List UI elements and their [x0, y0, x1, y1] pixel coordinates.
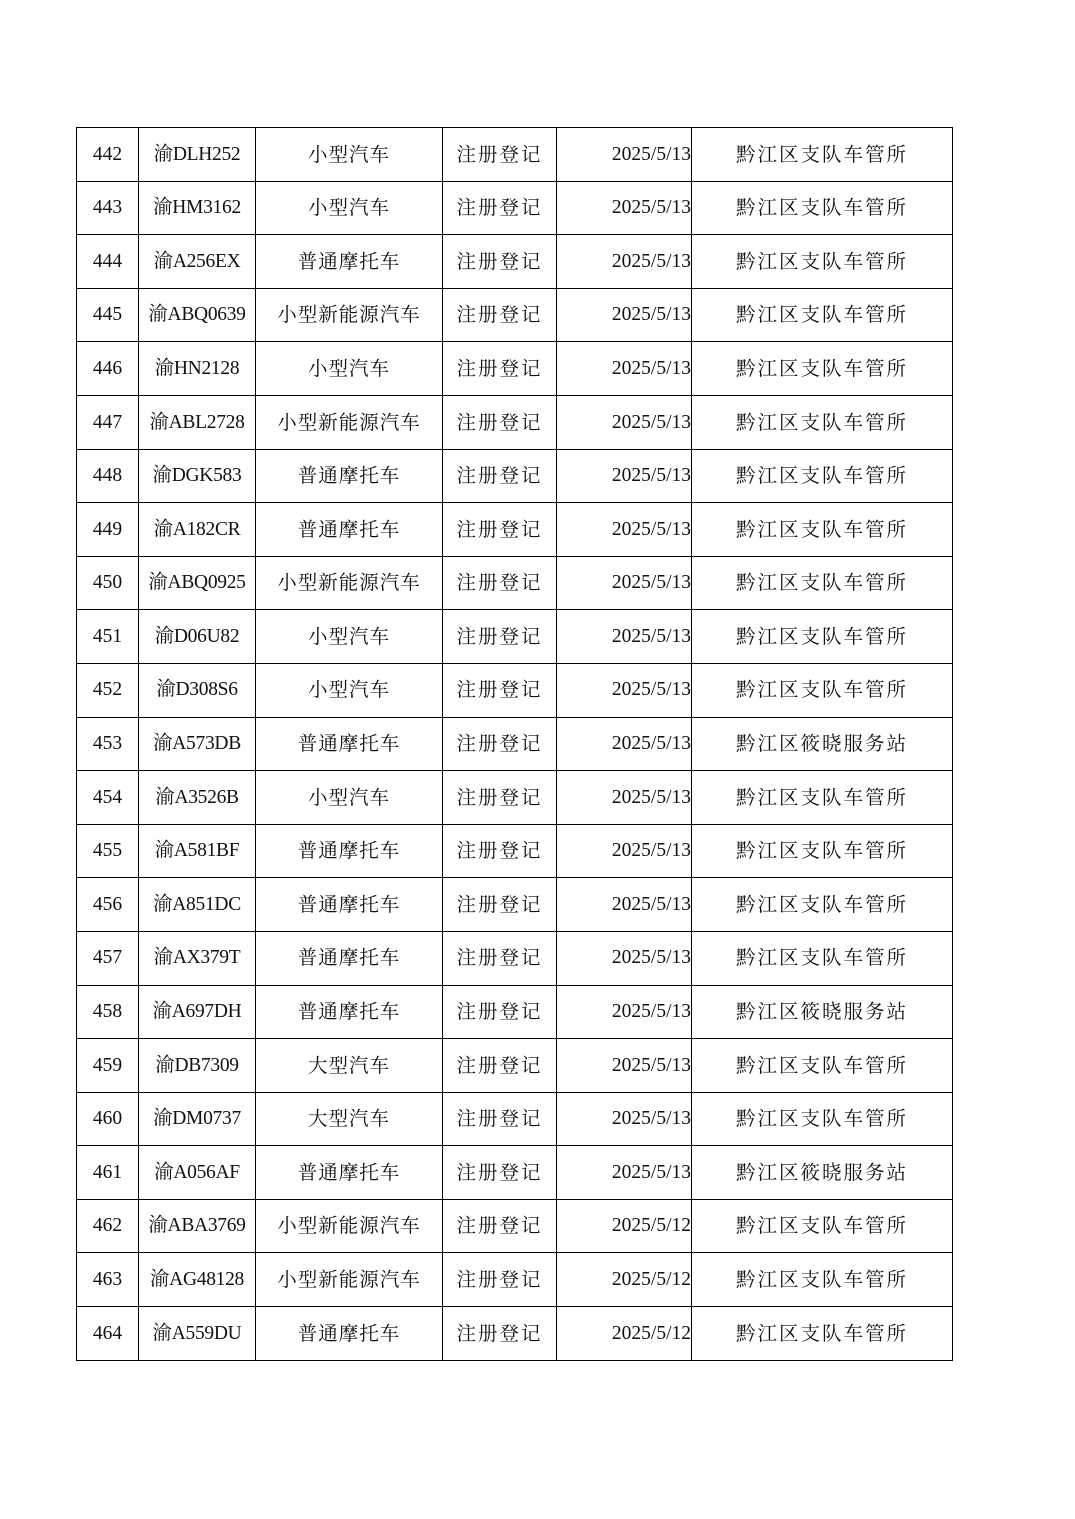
business-type-cell: 注册登记: [443, 181, 557, 235]
table-row: [77, 824, 953, 878]
table-row: [77, 985, 953, 1039]
table-row: [77, 717, 953, 771]
vehicle-type-cell: 普通摩托车: [256, 824, 443, 878]
plate-number-cell: 渝A056AF: [139, 1146, 256, 1200]
record-number-cell: 459: [77, 1039, 139, 1093]
table-row: [77, 1199, 953, 1253]
vehicle-type-cell: 普通摩托车: [256, 449, 443, 503]
record-number-cell: 461: [77, 1146, 139, 1200]
record-number-cell: 452: [77, 663, 139, 717]
handling-office-cell: 黔江区支队车管所: [692, 342, 953, 396]
table-row: [77, 1253, 953, 1307]
registration-date-cell: 2025/5/13: [557, 128, 692, 182]
business-type-cell: 注册登记: [443, 717, 557, 771]
registration-date-cell: 2025/5/13: [557, 235, 692, 289]
plate-number-cell: 渝A581BF: [139, 824, 256, 878]
business-type-cell: 注册登记: [443, 449, 557, 503]
registration-date-cell: 2025/5/12: [557, 1307, 692, 1361]
business-type-cell: 注册登记: [443, 985, 557, 1039]
registration-date-cell: 2025/5/13: [557, 663, 692, 717]
business-type-cell: 注册登记: [443, 1039, 557, 1093]
plate-number-cell: 渝ABQ0925: [139, 556, 256, 610]
plate-number-cell: 渝ABQ0639: [139, 288, 256, 342]
vehicle-type-cell: 小型汽车: [256, 181, 443, 235]
record-number-cell: 442: [77, 128, 139, 182]
registration-date-cell: 2025/5/13: [557, 342, 692, 396]
table-row: [77, 503, 953, 557]
plate-number-cell: 渝A256EX: [139, 235, 256, 289]
record-number-cell: 445: [77, 288, 139, 342]
business-type-cell: 注册登记: [443, 878, 557, 932]
record-number-cell: 464: [77, 1307, 139, 1361]
vehicle-type-cell: 大型汽车: [256, 1039, 443, 1093]
registration-date-cell: 2025/5/13: [557, 610, 692, 664]
handling-office-cell: 黔江区支队车管所: [692, 181, 953, 235]
plate-number-cell: 渝ABL2728: [139, 395, 256, 449]
handling-office-cell: 黔江区支队车管所: [692, 931, 953, 985]
table-row: [77, 1307, 953, 1361]
registration-date-cell: 2025/5/12: [557, 1199, 692, 1253]
table-row: [77, 556, 953, 610]
table-row: [77, 449, 953, 503]
registration-date-cell: 2025/5/13: [557, 1146, 692, 1200]
business-type-cell: 注册登记: [443, 1092, 557, 1146]
vehicle-type-cell: 小型汽车: [256, 342, 443, 396]
table-row: [77, 771, 953, 825]
plate-number-cell: 渝A697DH: [139, 985, 256, 1039]
plate-number-cell: 渝DB7309: [139, 1039, 256, 1093]
record-number-cell: 453: [77, 717, 139, 771]
handling-office-cell: 黔江区支队车管所: [692, 128, 953, 182]
record-number-cell: 443: [77, 181, 139, 235]
plate-number-cell: 渝A3526B: [139, 771, 256, 825]
record-number-cell: 456: [77, 878, 139, 932]
record-number-cell: 448: [77, 449, 139, 503]
plate-number-cell: 渝AX379T: [139, 931, 256, 985]
plate-number-cell: 渝A573DB: [139, 717, 256, 771]
registration-date-cell: 2025/5/13: [557, 824, 692, 878]
vehicle-type-cell: 小型新能源汽车: [256, 1199, 443, 1253]
vehicle-type-cell: 普通摩托车: [256, 1146, 443, 1200]
handling-office-cell: 黔江区支队车管所: [692, 1307, 953, 1361]
vehicle-type-cell: 小型汽车: [256, 663, 443, 717]
business-type-cell: 注册登记: [443, 503, 557, 557]
vehicle-type-cell: 小型汽车: [256, 771, 443, 825]
business-type-cell: 注册登记: [443, 1253, 557, 1307]
registration-date-cell: 2025/5/13: [557, 717, 692, 771]
table-row: [77, 1146, 953, 1200]
handling-office-cell: 黔江区支队车管所: [692, 1199, 953, 1253]
handling-office-cell: 黔江区支队车管所: [692, 663, 953, 717]
record-number-cell: 463: [77, 1253, 139, 1307]
business-type-cell: 注册登记: [443, 556, 557, 610]
plate-number-cell: 渝DM0737: [139, 1092, 256, 1146]
registration-date-cell: 2025/5/13: [557, 931, 692, 985]
registration-date-cell: 2025/5/13: [557, 395, 692, 449]
record-number-cell: 451: [77, 610, 139, 664]
handling-office-cell: 黔江区支队车管所: [692, 1253, 953, 1307]
plate-number-cell: 渝DGK583: [139, 449, 256, 503]
vehicle-type-cell: 小型新能源汽车: [256, 288, 443, 342]
plate-number-cell: 渝A559DU: [139, 1307, 256, 1361]
business-type-cell: 注册登记: [443, 288, 557, 342]
vehicle-type-cell: 普通摩托车: [256, 878, 443, 932]
handling-office-cell: 黔江区支队车管所: [692, 395, 953, 449]
business-type-cell: 注册登记: [443, 1307, 557, 1361]
vehicle-type-cell: 普通摩托车: [256, 503, 443, 557]
record-number-cell: 454: [77, 771, 139, 825]
handling-office-cell: 黔江区支队车管所: [692, 503, 953, 557]
business-type-cell: 注册登记: [443, 342, 557, 396]
record-number-cell: 457: [77, 931, 139, 985]
business-type-cell: 注册登记: [443, 1146, 557, 1200]
registration-date-cell: 2025/5/13: [557, 1039, 692, 1093]
registration-date-cell: 2025/5/13: [557, 181, 692, 235]
plate-number-cell: 渝AG48128: [139, 1253, 256, 1307]
handling-office-cell: 黔江区支队车管所: [692, 610, 953, 664]
table-row: [77, 610, 953, 664]
handling-office-cell: 黔江区支队车管所: [692, 878, 953, 932]
vehicle-type-cell: 普通摩托车: [256, 235, 443, 289]
handling-office-cell: 黔江区支队车管所: [692, 556, 953, 610]
vehicle-type-cell: 普通摩托车: [256, 985, 443, 1039]
table-row: [77, 395, 953, 449]
handling-office-cell: 黔江区支队车管所: [692, 1092, 953, 1146]
record-number-cell: 458: [77, 985, 139, 1039]
record-number-cell: 444: [77, 235, 139, 289]
vehicle-type-cell: 小型新能源汽车: [256, 1253, 443, 1307]
vehicle-type-cell: 普通摩托车: [256, 931, 443, 985]
handling-office-cell: 黔江区筱晓服务站: [692, 1146, 953, 1200]
plate-number-cell: 渝ABA3769: [139, 1199, 256, 1253]
handling-office-cell: 黔江区筱晓服务站: [692, 985, 953, 1039]
registration-table: [76, 127, 953, 1361]
registration-date-cell: 2025/5/13: [557, 556, 692, 610]
registration-date-cell: 2025/5/13: [557, 1092, 692, 1146]
vehicle-type-cell: 普通摩托车: [256, 1307, 443, 1361]
registration-date-cell: 2025/5/13: [557, 771, 692, 825]
plate-number-cell: 渝D06U82: [139, 610, 256, 664]
registration-date-cell: 2025/5/13: [557, 503, 692, 557]
business-type-cell: 注册登记: [443, 663, 557, 717]
business-type-cell: 注册登记: [443, 128, 557, 182]
registration-date-cell: 2025/5/13: [557, 878, 692, 932]
handling-office-cell: 黔江区支队车管所: [692, 771, 953, 825]
record-number-cell: 447: [77, 395, 139, 449]
handling-office-cell: 黔江区支队车管所: [692, 1039, 953, 1093]
business-type-cell: 注册登记: [443, 610, 557, 664]
handling-office-cell: 黔江区支队车管所: [692, 449, 953, 503]
vehicle-type-cell: 小型汽车: [256, 128, 443, 182]
record-number-cell: 446: [77, 342, 139, 396]
registration-date-cell: 2025/5/13: [557, 985, 692, 1039]
plate-number-cell: 渝A851DC: [139, 878, 256, 932]
record-number-cell: 449: [77, 503, 139, 557]
table-row: [77, 288, 953, 342]
record-number-cell: 462: [77, 1199, 139, 1253]
table-row: [77, 931, 953, 985]
record-number-cell: 460: [77, 1092, 139, 1146]
table-row: [77, 1092, 953, 1146]
vehicle-type-cell: 大型汽车: [256, 1092, 443, 1146]
plate-number-cell: 渝DLH252: [139, 128, 256, 182]
plate-number-cell: 渝A182CR: [139, 503, 256, 557]
table-row: [77, 878, 953, 932]
vehicle-type-cell: 普通摩托车: [256, 717, 443, 771]
table-row: [77, 663, 953, 717]
registration-date-cell: 2025/5/13: [557, 288, 692, 342]
handling-office-cell: 黔江区筱晓服务站: [692, 717, 953, 771]
business-type-cell: 注册登记: [443, 824, 557, 878]
plate-number-cell: 渝D308S6: [139, 663, 256, 717]
record-number-cell: 455: [77, 824, 139, 878]
table-row: [77, 235, 953, 289]
record-number-cell: 450: [77, 556, 139, 610]
vehicle-type-cell: 小型新能源汽车: [256, 556, 443, 610]
business-type-cell: 注册登记: [443, 1199, 557, 1253]
business-type-cell: 注册登记: [443, 931, 557, 985]
table-row: [77, 342, 953, 396]
table-row: [77, 128, 953, 182]
business-type-cell: 注册登记: [443, 771, 557, 825]
plate-number-cell: 渝HN2128: [139, 342, 256, 396]
plate-number-cell: 渝HM3162: [139, 181, 256, 235]
vehicle-type-cell: 小型新能源汽车: [256, 395, 443, 449]
business-type-cell: 注册登记: [443, 235, 557, 289]
registration-date-cell: 2025/5/13: [557, 449, 692, 503]
registration-table-body: [77, 128, 953, 1361]
table-row: [77, 181, 953, 235]
handling-office-cell: 黔江区支队车管所: [692, 824, 953, 878]
table-row: [77, 1039, 953, 1093]
business-type-cell: 注册登记: [443, 395, 557, 449]
handling-office-cell: 黔江区支队车管所: [692, 235, 953, 289]
registration-date-cell: 2025/5/12: [557, 1253, 692, 1307]
handling-office-cell: 黔江区支队车管所: [692, 288, 953, 342]
vehicle-type-cell: 小型汽车: [256, 610, 443, 664]
